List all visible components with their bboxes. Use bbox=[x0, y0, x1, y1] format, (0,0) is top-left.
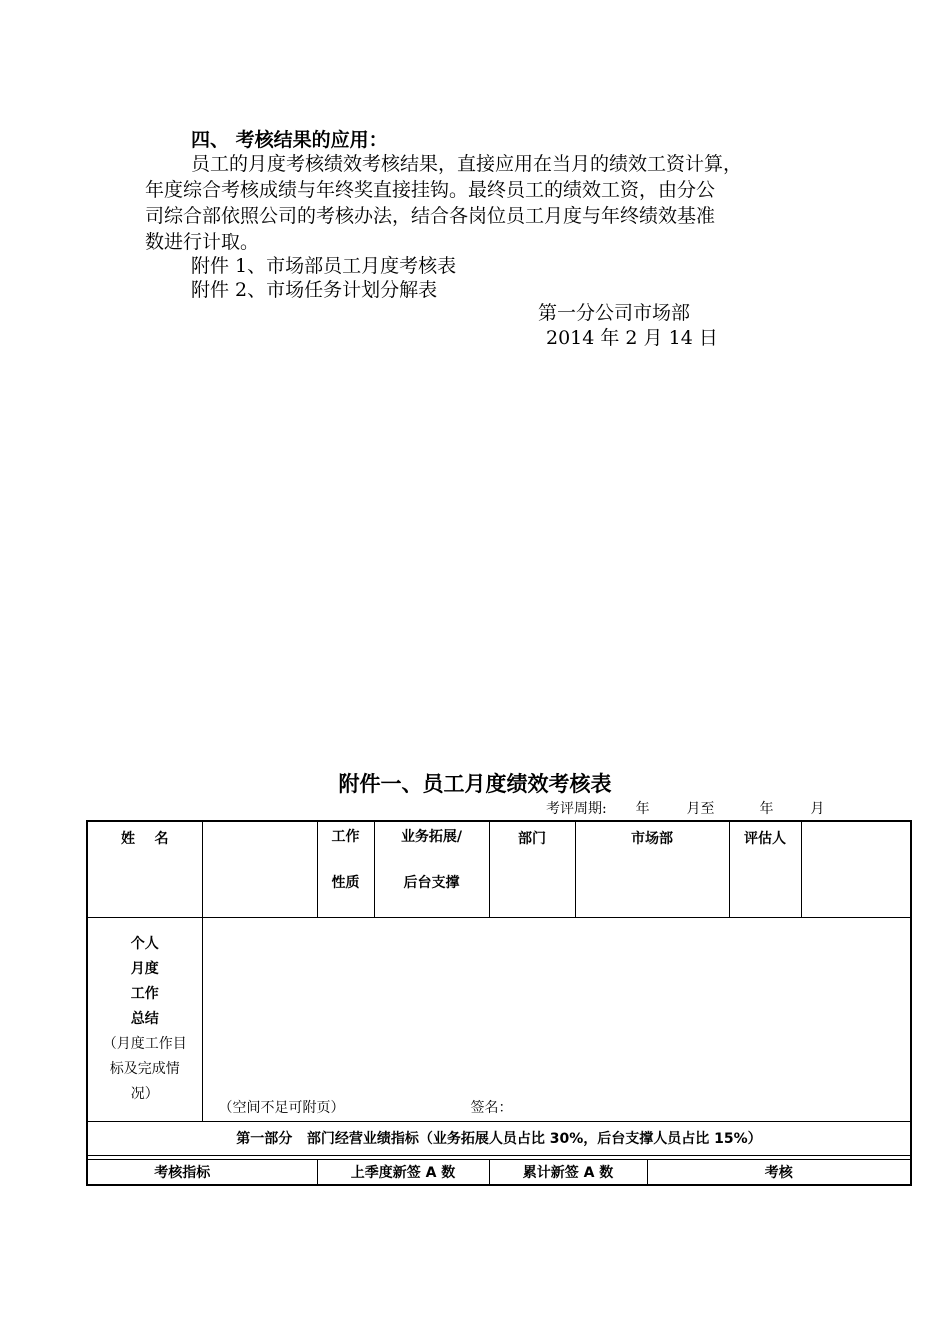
period-month-2: 月 bbox=[810, 801, 825, 817]
summary-sub-1: （月度工作目 bbox=[102, 1035, 187, 1052]
col-assessment-label: 考核 bbox=[764, 1164, 793, 1181]
dept-value-cell bbox=[575, 821, 729, 917]
summary-row bbox=[87, 917, 911, 1121]
period-label: 考评周期: bbox=[546, 801, 607, 817]
work-type-cell bbox=[374, 821, 489, 917]
paragraph-line-2: 年度综合考核成绩与年终奖直接挂钩。最终员工的绩效工资，由分公 bbox=[145, 179, 716, 201]
work-nature-line-1: 工作 bbox=[331, 829, 360, 845]
summary-sub-3: 况） bbox=[130, 1085, 159, 1102]
work-type-line-2: 后台支撑 bbox=[403, 875, 460, 891]
work-nature-cell bbox=[317, 821, 374, 917]
period-month-1: 月至 bbox=[686, 801, 715, 817]
signature-date: 2014 年 2 月 14 日 bbox=[546, 327, 718, 349]
summary-label-cell bbox=[87, 917, 202, 1121]
part1-header-row bbox=[87, 1159, 911, 1185]
part1-title: 第一部分 部门经营业绩指标（业务拓展人员占比 30%，后台支撑人员占比 15%） bbox=[236, 1131, 762, 1147]
col-indicator-label: 考核指标 bbox=[154, 1164, 211, 1181]
assessor-label: 评估人 bbox=[744, 831, 786, 847]
work-nature-line-2: 性质 bbox=[331, 875, 360, 891]
name-label-cell bbox=[87, 821, 202, 917]
assessment-form-table bbox=[86, 820, 912, 1186]
paragraph-line-1: 员工的月度考核绩效考核结果，直接应用在当月的绩效工资计算， bbox=[191, 153, 743, 175]
paragraph-line-3: 司综合部依照公司的考核办法，结合各岗位员工月度与年终绩效基准 bbox=[145, 205, 716, 227]
dept-value: 市场部 bbox=[631, 831, 673, 847]
header-row bbox=[87, 821, 911, 917]
section-heading: 四、 考核结果的应用： bbox=[191, 129, 388, 151]
work-type-line-1: 业务拓展/ bbox=[400, 829, 463, 845]
assessor-label-cell bbox=[729, 821, 801, 917]
col-cumulative bbox=[489, 1159, 647, 1185]
summary-label-4: 总结 bbox=[130, 1010, 159, 1027]
summary-signature: 签名： bbox=[470, 1099, 513, 1116]
summary-note: （空间不足可附页） bbox=[218, 1099, 345, 1116]
col-assessment bbox=[647, 1159, 911, 1185]
assessor-value-cell[interactable] bbox=[801, 821, 911, 917]
part1-title-cell bbox=[87, 1121, 911, 1155]
attachment-2: 附件 2、市场任务计划分解表 bbox=[191, 279, 438, 301]
summary-label-1: 个人 bbox=[130, 935, 159, 952]
paragraph-line-4: 数进行计取。 bbox=[145, 231, 260, 253]
period-year-2: 年 bbox=[759, 801, 774, 817]
name-label: 姓 名 bbox=[121, 831, 169, 847]
period-year-1: 年 bbox=[635, 801, 650, 817]
col-cumulative-label: 累计新签 A 数 bbox=[522, 1164, 614, 1181]
summary-sub-2: 标及完成情 bbox=[109, 1060, 180, 1077]
signature-org: 第一分公司市场部 bbox=[538, 302, 691, 324]
col-last-quarter bbox=[317, 1159, 489, 1185]
summary-label-3: 工作 bbox=[130, 985, 159, 1002]
col-last-quarter-label: 上季度新签 A 数 bbox=[350, 1164, 456, 1181]
period-line bbox=[546, 798, 824, 818]
part1-title-row bbox=[87, 1121, 911, 1155]
col-indicator bbox=[87, 1159, 317, 1185]
summary-label-2: 月度 bbox=[130, 960, 159, 977]
name-value-cell[interactable] bbox=[202, 821, 317, 917]
dept-label-cell bbox=[489, 821, 575, 917]
dept-label: 部门 bbox=[518, 831, 546, 847]
attachment-1: 附件 1、市场部员工月度考核表 bbox=[191, 255, 457, 277]
summary-text-area[interactable] bbox=[202, 917, 911, 1121]
form-title: 附件一、员工月度绩效考核表 bbox=[338, 772, 612, 796]
